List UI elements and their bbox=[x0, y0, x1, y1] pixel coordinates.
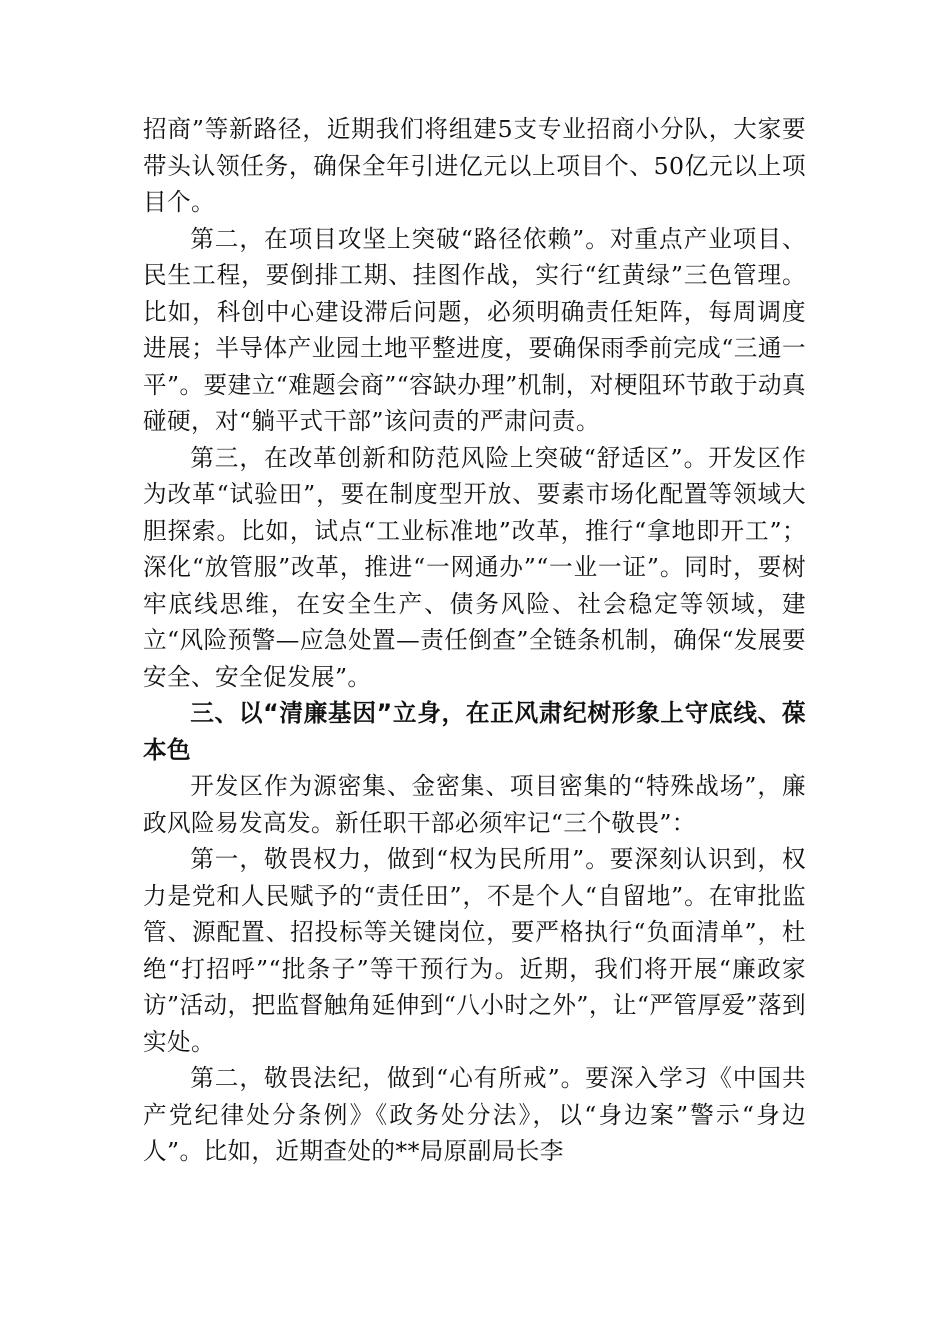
paragraph-investment-paths: 招商”等新路径，近期我们将组建5支专业招商小分队，大家要带头认领任务，确保全年引进亿元以上项目个、50亿元以上项目个。 bbox=[143, 115, 806, 216]
document-page bbox=[143, 111, 806, 1170]
paragraph-project-breakthrough: 第二，在项目攻坚上突破“路径依赖”。对重点产业项目、民生工程，要倒排工期、挂图作战，实行“红黄绿”三色管理。比如，科创中心建设滞后问题，必须明确责任矩阵，每周调度进展；半导体产业园土地平整进度，要确保雨季前完成“三通一平”。要建立“难题会商”“容缺办理”机制，对梗阻环节敢于动真碰硬，对“躺平式干部”该问责的严肃问责。 bbox=[143, 224, 806, 435]
section-heading-integrity: 三、以“清廉基因”立身，在正风肃纪树形象上守底线、葆本色 bbox=[143, 699, 806, 764]
paragraph-reform-innovation: 第三，在改革创新和防范风险上突破“舒适区”。开发区作为改革“试验田”，要在制度型开放、要素市场化配置等领域大胆探索。比如，试点“工业标准地”改革，推行“拿地即开工”；深化“放管服”改革，推进“一网通办”“一业一证”。同时，要树牢底线思维，在安全生产、债务风险、社会稳定等领域，建立“风险预警—应急处置—责任倒查”全链条机制，确保“发展要安全、安全促发展”。 bbox=[143, 443, 806, 691]
paragraph-revere-power: 第一，敬畏权力，做到“权为民所用”。要深刻认识到，权力是党和人民赋予的“责任田”，不是个人“自留地”。在审批监管、源配置、招投标等关键岗位，要严格执行“负面清单”，杜绝“打招呼”“批条子”等干预行为。近期，我们将开展“廉政家访”活动，把监督触角延伸到“八小时之外”，让“严管厚爱”落到实处。 bbox=[143, 845, 806, 1056]
paragraph-revere-law: 第二，敬畏法纪，做到“心有所戒”。要深入学习《中国共产党纪律处分条例》《政务处分法》，以“身边案”警示“身边人”。比如，近期查处的**局原副局长李 bbox=[143, 1064, 806, 1165]
paragraph-three-reverences: 开发区作为源密集、金密集、项目密集的“特殊战场”，廉政风险易发高发。新任职干部必须牢记“三个敬畏”： bbox=[143, 772, 806, 837]
